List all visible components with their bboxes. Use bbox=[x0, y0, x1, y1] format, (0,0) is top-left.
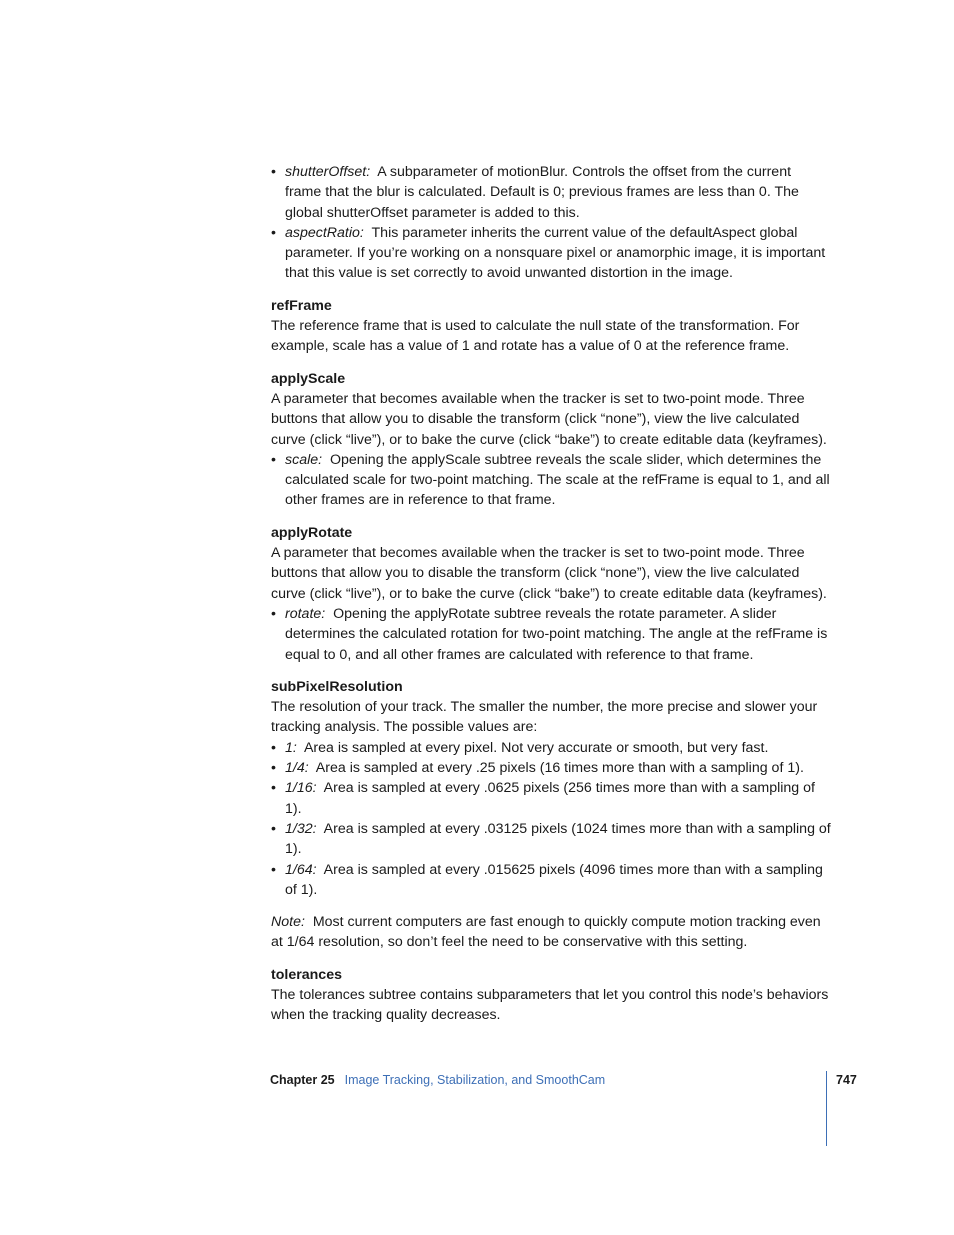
section-heading: tolerances bbox=[271, 966, 342, 983]
page-number: 747 bbox=[836, 1073, 857, 1087]
section-heading: refFrame bbox=[271, 297, 332, 314]
note-text: Most current computers are fast enough to quickly compute motion tracking even at 1/64 resolution, so don’t feel the need to be conservative with this setting. bbox=[271, 914, 821, 951]
section-body: A parameter that becomes available when the tracker is set to two-point mode. Three buttons that allow you to disable the transform (click “none”), view the live calculated curve (click “live”), or to bake the curve (click “bake”) to create editable data (keyframes). bbox=[271, 390, 827, 448]
bullet-text: Opening the applyRotate subtree reveals the rotate parameter. A slider determines the calculated rotation for two-point matching. The angle at the refFrame is equal to 0, and all other frames are calculated with reference to that frame. bbox=[285, 605, 828, 663]
chapter-label: Chapter 25 bbox=[270, 1073, 335, 1087]
bullet-term: aspectRatio: bbox=[285, 224, 364, 241]
note-paragraph bbox=[271, 912, 831, 953]
section-heading: applyScale bbox=[271, 370, 346, 387]
page-body bbox=[271, 162, 831, 1026]
section-body: The tolerances subtree contains subparameters that let you control this node’s behaviors when the tracking quality decreases. bbox=[271, 986, 829, 1024]
list-item bbox=[271, 860, 831, 901]
list-item bbox=[271, 450, 831, 511]
section-tolerances bbox=[271, 965, 831, 1026]
list-item bbox=[271, 162, 831, 223]
bullet-text: Opening the applyScale subtree reveals the scale slider, which determines the calculated scale for two-point matching. The scale at the refFrame is equal to 1, and all other frames are in reference to that frame. bbox=[285, 451, 830, 509]
bullet-term: shutterOffset: bbox=[285, 164, 371, 180]
bullet-list bbox=[271, 738, 831, 900]
bullet-term: rotate: bbox=[285, 605, 326, 622]
section-applyscale bbox=[271, 369, 831, 511]
section-body: The resolution of your track. The smaller the number, the more precise and slower your tracking analysis. The possible values are: bbox=[271, 699, 818, 736]
section-refframe bbox=[271, 296, 831, 357]
section-body: A parameter that becomes available when the tracker is set to two-point mode. Three buttons that allow you to disable the transform (click “none”), view the live calculated curve (click “live”), or to bake the curve (click “bake”) to create editable data (keyframes). bbox=[271, 545, 827, 602]
bullet-text: This parameter inherits the current value of the defaultAspect global parameter. If you’re working on a nonsquare pixel or anamorphic image, it is important that this value is set correctly to avoid unwanted distortion in the image. bbox=[285, 224, 826, 282]
chapter-title-link[interactable]: Image Tracking, Stabilization, and SmoothCam bbox=[344, 1073, 606, 1087]
bullet-text: Area is sampled at every .0625 pixels (256 times more than with a sampling of 1). bbox=[285, 780, 815, 817]
bullet-term: scale: bbox=[285, 451, 323, 468]
bullet-text: Area is sampled at every pixel. Not very accurate or smooth, but very fast. bbox=[303, 739, 769, 756]
list-item bbox=[271, 738, 831, 758]
section-applyrotate bbox=[271, 523, 831, 665]
note bbox=[271, 912, 831, 953]
section-subpixelresolution bbox=[271, 677, 831, 900]
bullet-term: 1: bbox=[285, 739, 297, 756]
bullet-text: A subparameter of motionBlur. Controls the offset from the current frame that the blur is calculated. Default is 0; previous frames are less than 0. The global shutterOffset parameter is added to this. bbox=[285, 164, 799, 221]
list-item bbox=[271, 758, 831, 778]
footer-divider bbox=[826, 1071, 827, 1146]
list-item bbox=[271, 604, 831, 665]
section-heading: subPixelResolution bbox=[271, 678, 403, 695]
bullet-term: 1/16: bbox=[285, 780, 317, 797]
bullet-text: Area is sampled at every .015625 pixels (4096 times more than with a sampling of 1). bbox=[285, 861, 823, 898]
section-heading: applyRotate bbox=[271, 524, 353, 541]
bullet-text: Area is sampled at every .03125 pixels (1024 times more than with a sampling of 1). bbox=[285, 820, 831, 858]
section-body: The reference frame that is used to calculate the null state of the transformation. For example, scale has a value of 1 and rotate has a value of 0 at the reference frame. bbox=[271, 318, 800, 355]
bullet-list bbox=[271, 604, 831, 665]
list-item bbox=[271, 819, 831, 860]
bullet-text: Area is sampled at every .25 pixels (16 times more than with a sampling of 1). bbox=[315, 760, 804, 777]
top-bullet-list bbox=[271, 162, 831, 284]
bullet-term: 1/32: bbox=[285, 820, 317, 837]
note-label: Note: bbox=[271, 914, 305, 931]
bullet-list bbox=[271, 450, 831, 511]
list-item bbox=[271, 223, 831, 284]
page-footer bbox=[270, 1072, 605, 1088]
bullet-term: 1/64: bbox=[285, 861, 317, 878]
list-item bbox=[271, 778, 831, 819]
bullet-term: 1/4: bbox=[285, 760, 309, 777]
